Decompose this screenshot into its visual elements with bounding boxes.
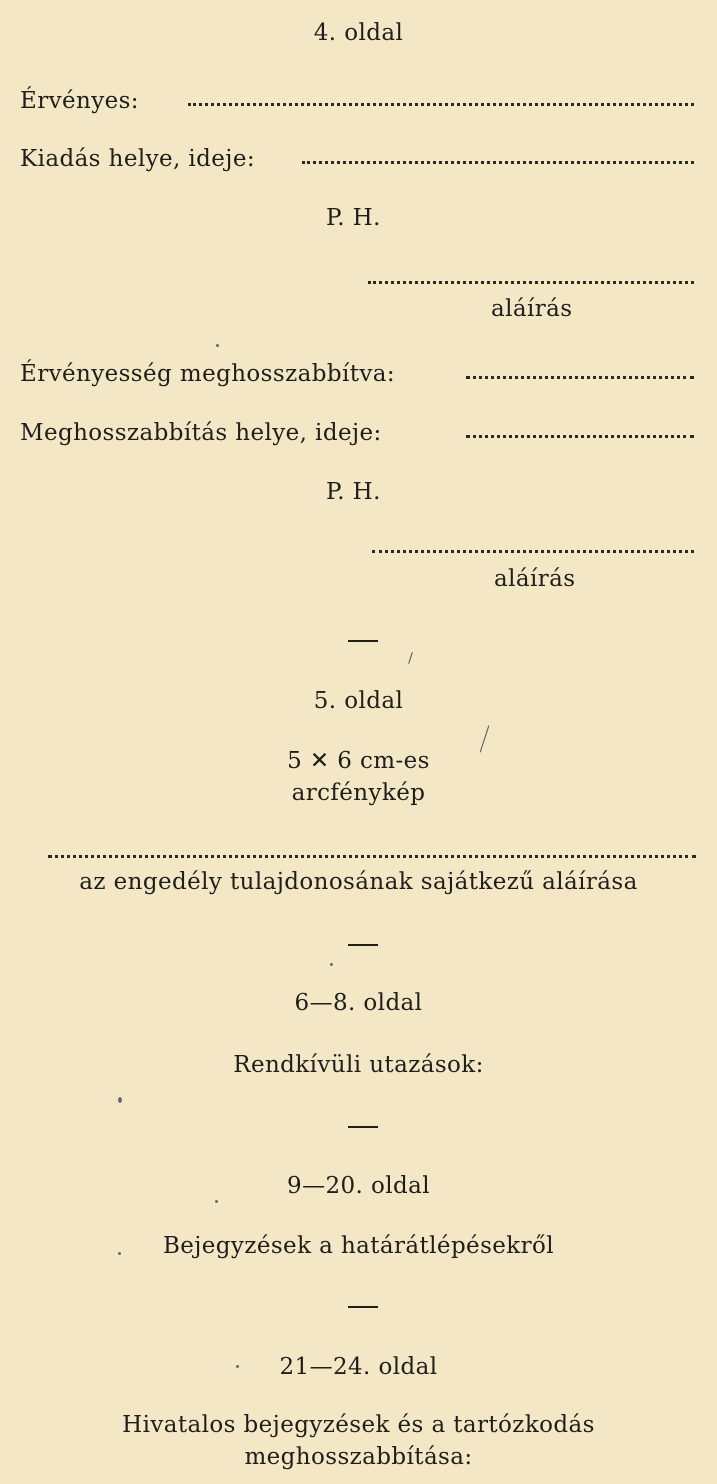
photo-label: arcfénykép	[291, 780, 426, 806]
paper-speck	[236, 1365, 239, 1368]
ervenyes-dotted-field	[188, 103, 694, 106]
paper-speck	[118, 1097, 122, 1103]
section-divider-2	[348, 944, 378, 946]
page-21-24-heading: 21—24. oldal	[279, 1354, 438, 1380]
paper-speck	[216, 344, 219, 347]
paper-mark	[480, 726, 490, 753]
section-divider-4	[348, 1306, 378, 1308]
holder-signature-dotted-line	[48, 855, 696, 858]
official-entries-title-line-1: Hivatalos bejegyzések és a tartózkodás	[122, 1412, 595, 1438]
official-entries-title-line-2: meghosszabbítása:	[244, 1444, 473, 1470]
ervenyesseg-label: Érvényesség meghosszabbítva:	[20, 361, 395, 387]
extraordinary-trips-title: Rendkívüli utazások:	[233, 1052, 484, 1078]
photo-size-label: 5 ✕ 6 cm-es	[287, 748, 430, 774]
section-divider-3	[348, 1126, 378, 1128]
page-9-20-heading: 9—20. oldal	[287, 1173, 430, 1199]
page-4-heading: 4. oldal	[313, 20, 404, 46]
kiadas-dotted-field	[302, 161, 694, 164]
signature-label-2: aláírás	[494, 566, 576, 592]
paper-mark	[408, 652, 413, 664]
signature-label-1: aláírás	[491, 296, 573, 322]
meghosszabbitas-dotted-field	[466, 435, 694, 438]
ervenyesseg-dotted-field	[466, 376, 694, 379]
ph-stamp-label-2: P. H.	[326, 479, 381, 505]
paper-speck	[215, 1200, 218, 1203]
holder-signature-label: az engedély tulajdonosának sajátkezű aláírása	[79, 869, 638, 895]
signature-dotted-line-2	[372, 550, 694, 553]
section-divider-1	[348, 640, 378, 642]
meghosszabbitas-label: Meghosszabbítás helye, ideje:	[20, 420, 382, 446]
paper-speck	[330, 963, 333, 966]
ervenyes-label: Érvényes:	[20, 88, 139, 114]
page-5-heading: 5. oldal	[313, 688, 404, 714]
paper-speck	[118, 1252, 121, 1255]
border-crossing-title: Bejegyzések a határátlépésekről	[162, 1233, 555, 1259]
signature-dotted-line-1	[368, 281, 694, 284]
page-6-8-heading: 6—8. oldal	[294, 990, 423, 1016]
ph-stamp-label-1: P. H.	[326, 205, 381, 231]
kiadas-label: Kiadás helye, ideje:	[20, 146, 255, 172]
